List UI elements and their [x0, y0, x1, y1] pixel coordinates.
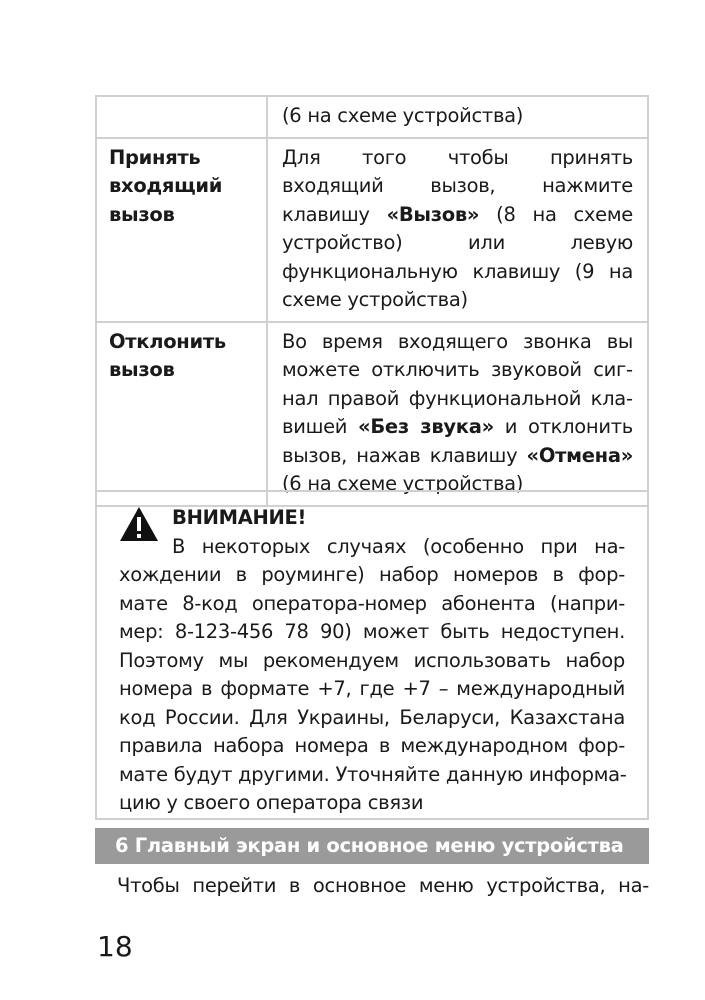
- section-heading: 6 Главный экран и основное меню устройства: [95, 828, 649, 864]
- warning-line: цию у своего оператора связи: [119, 791, 424, 814]
- warning-triangle-icon: [119, 506, 159, 542]
- intro-paragraph: Чтобы перейти в основное меню устройства, на-: [117, 874, 649, 897]
- desc-text: Во время входящего звонка вы можете отключить звуковой сигнал правой функциональной клавишей: [282, 329, 633, 438]
- warning-line: мате 8-код оператора-номер абонента (напри-: [119, 591, 625, 615]
- warning-line: код России. Для Украины, Беларуси, Казахстана: [119, 705, 625, 729]
- desc-text: (6 на схеме устройства): [282, 472, 524, 495]
- warning-title: ВНИМАНИЕ!: [172, 506, 307, 529]
- table-row: [96, 138, 648, 322]
- key-name-mute: «Без звука»: [358, 415, 494, 438]
- warning-line: хождении в роуминге) набор номеров в фор-: [119, 563, 625, 586]
- warning-line: В некоторых случаях (особенно при на-: [172, 534, 625, 558]
- call-actions-table: [95, 95, 649, 507]
- row-description: [267, 96, 648, 138]
- warning-line: Поэтому мы рекомендуем использовать набор: [119, 648, 625, 672]
- table-row: [96, 322, 648, 506]
- row-label-accept-call: Принять входящий вызов: [96, 138, 267, 322]
- warning-line: номера в формате +7, где +7 – международный: [119, 677, 625, 700]
- warning-line: правила набора номера в международном фор-: [119, 734, 625, 757]
- row-description-accept-call: [267, 138, 648, 322]
- row-label-reject-call: Отклонить вызов: [96, 322, 267, 506]
- desc-text: и отклонить вызов, нажав клавишу: [282, 415, 633, 467]
- warning-box: [95, 490, 649, 820]
- row-label: [96, 96, 267, 138]
- table-row: [96, 96, 648, 138]
- desc-text: (6 на схеме устройства): [282, 104, 524, 127]
- desc-text: (8 на схеме устройство) или левую функциональную клавишу (9 на схеме устройства): [282, 202, 633, 311]
- key-name-cancel: «Отмена»: [526, 443, 633, 467]
- row-description-reject-call: [267, 322, 648, 506]
- page-number: 18: [97, 930, 133, 963]
- warning-line: мате будут другими. Уточняйте данную информа-: [119, 762, 627, 786]
- key-name-call: «Вызов»: [386, 202, 480, 226]
- warning-line: мер: 8-123-456 78 90) может быть недоступен.: [119, 620, 625, 643]
- desc-text: Для того чтобы принять входящий вызов, нажмите клавишу: [282, 145, 633, 226]
